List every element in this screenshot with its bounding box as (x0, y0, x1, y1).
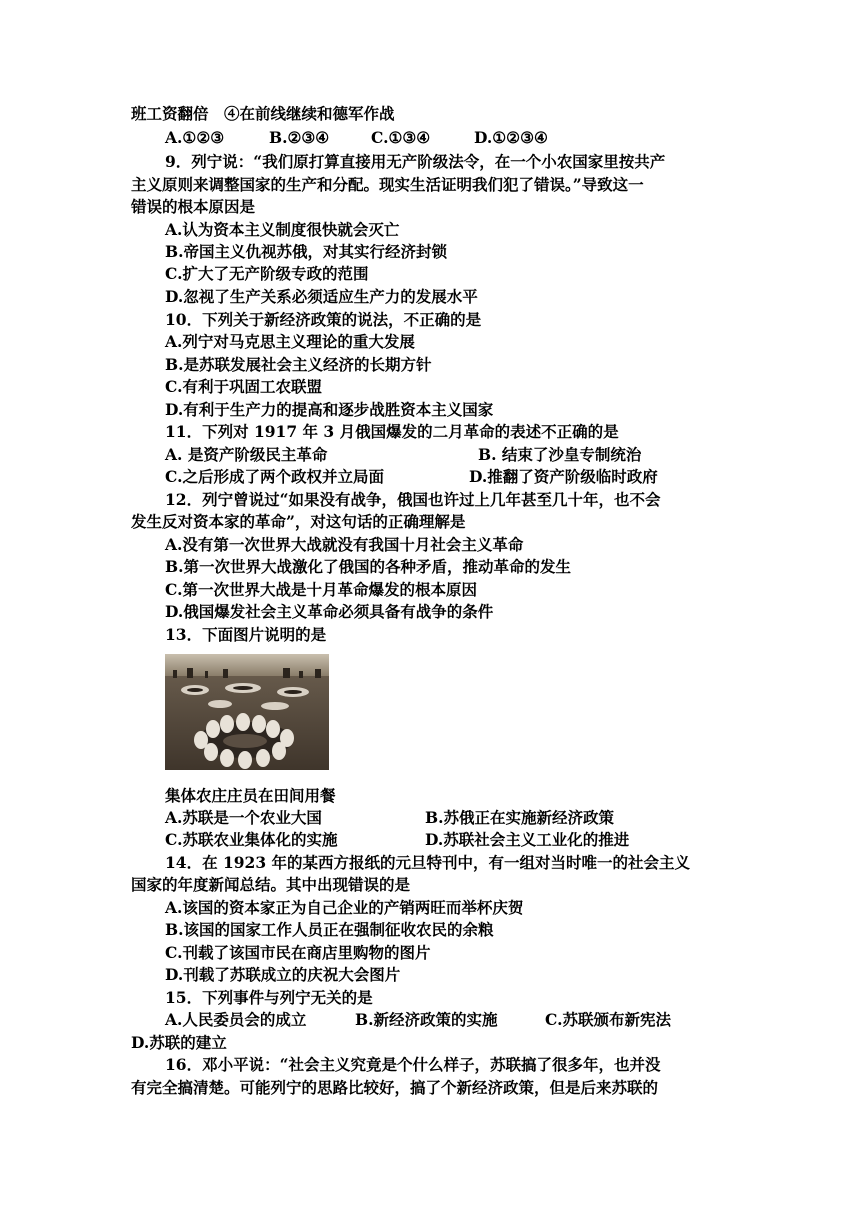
option-d: D.忽视了生产关系必须适应生产力的发展水平 (165, 287, 478, 306)
option-c: C.刊载了该国市民在商店里购物的图片 (165, 943, 431, 962)
text-line: 国家的年度新闻总结。其中出现错误的是 (131, 875, 411, 894)
option-a: A.认为资本主义制度很快就会灭亡 (165, 220, 400, 239)
option-d: D.苏联的建立 (131, 1033, 227, 1052)
question-11: 11．下列对 1917 年 3 月俄国爆发的二月革命的表述不正确的是 (165, 422, 619, 441)
option-d: D.俄国爆发社会主义革命必须具备有战争的条件 (165, 602, 494, 621)
text-line: 班工资翻倍 ④在前线继续和德军作战 (131, 104, 395, 123)
option-d: D.苏联社会主义工业化的推进 (425, 830, 630, 849)
option-a: A.人民委员会的成立 (165, 1010, 307, 1029)
option-d: D.刊载了苏联成立的庆祝大会图片 (165, 965, 401, 984)
question-9: 9．列宁说：“我们原打算直接用无产阶级法令，在一个小农国家里按共产 (165, 152, 666, 171)
option-b: B.②③④ (269, 128, 330, 147)
option-b: B.帝国主义仇视苏俄，对其实行经济封锁 (165, 242, 447, 261)
option-b: B.苏俄正在实施新经济政策 (425, 808, 614, 827)
question-16: 16．邓小平说：“社会主义究竟是个什么样子，苏联搞了很多年，也并没 (165, 1055, 661, 1074)
option-b: B.第一次世界大战激化了俄国的各种矛盾，推动革命的发生 (165, 557, 571, 576)
option-c: C.苏联颁布新宪法 (545, 1010, 671, 1029)
option-b: B. 结束了沙皇专制统治 (478, 445, 642, 464)
question-12: 12．列宁曾说过“如果没有战争，俄国也许过上几年甚至几十年，也不会 (165, 490, 661, 509)
option-a: A.苏联是一个农业大国 (165, 808, 322, 827)
option-c: C.苏联农业集体化的实施 (165, 830, 338, 849)
option-c: C.第一次世界大战是十月革命爆发的根本原因 (165, 580, 477, 599)
option-a: A. 是资产阶级民主革命 (165, 445, 328, 464)
option-b: B.该国的国家工作人员正在强制征收农民的余粮 (165, 920, 494, 939)
option-a: A.①②③ (165, 128, 225, 147)
option-d: D.推翻了资产阶级临时政府 (469, 467, 658, 486)
option-a: A.该国的资本家正为自己企业的产销两旺而举杯庆贺 (165, 898, 524, 917)
collective-farm-photo (165, 654, 329, 770)
option-a: A.没有第一次世界大战就没有我国十月社会主义革命 (165, 535, 524, 554)
option-d: D.①②③④ (474, 128, 548, 147)
question-14: 14．在 1923 年的某西方报纸的元旦特刊中，有一组对当时唯一的社会主义 (165, 853, 691, 872)
option-c: C.有利于巩固工农联盟 (165, 377, 322, 396)
option-a: A.列宁对马克思主义理论的重大发展 (165, 332, 415, 351)
photo-caption: 集体农庄庄员在田间用餐 (165, 786, 336, 805)
option-c: C.扩大了无产阶级专政的范围 (165, 264, 369, 283)
question-15: 15．下列事件与列宁无关的是 (165, 988, 373, 1007)
option-b: B.新经济政策的实施 (355, 1010, 498, 1029)
text-line: 主义原则来调整国家的生产和分配。现实生活证明我们犯了错误。”导致这一 (131, 175, 644, 194)
text-line: 发生反对资本家的革命”，对这句话的正确理解是 (131, 512, 466, 531)
option-c: C.①③④ (371, 128, 431, 147)
text-line: 错误的根本原因是 (131, 197, 256, 216)
text-line: 有完全搞清楚。可能列宁的思路比较好，搞了个新经济政策，但是后来苏联的 (131, 1078, 659, 1097)
question-10: 10．下列关于新经济政策的说法，不正确的是 (165, 310, 482, 329)
option-d: D.有利于生产力的提高和逐步战胜资本主义国家 (165, 400, 494, 419)
question-13: 13．下面图片说明的是 (165, 625, 327, 644)
option-c: C.之后形成了两个政权并立局面 (165, 467, 384, 486)
option-b: B.是苏联发展社会主义经济的长期方针 (165, 355, 432, 374)
